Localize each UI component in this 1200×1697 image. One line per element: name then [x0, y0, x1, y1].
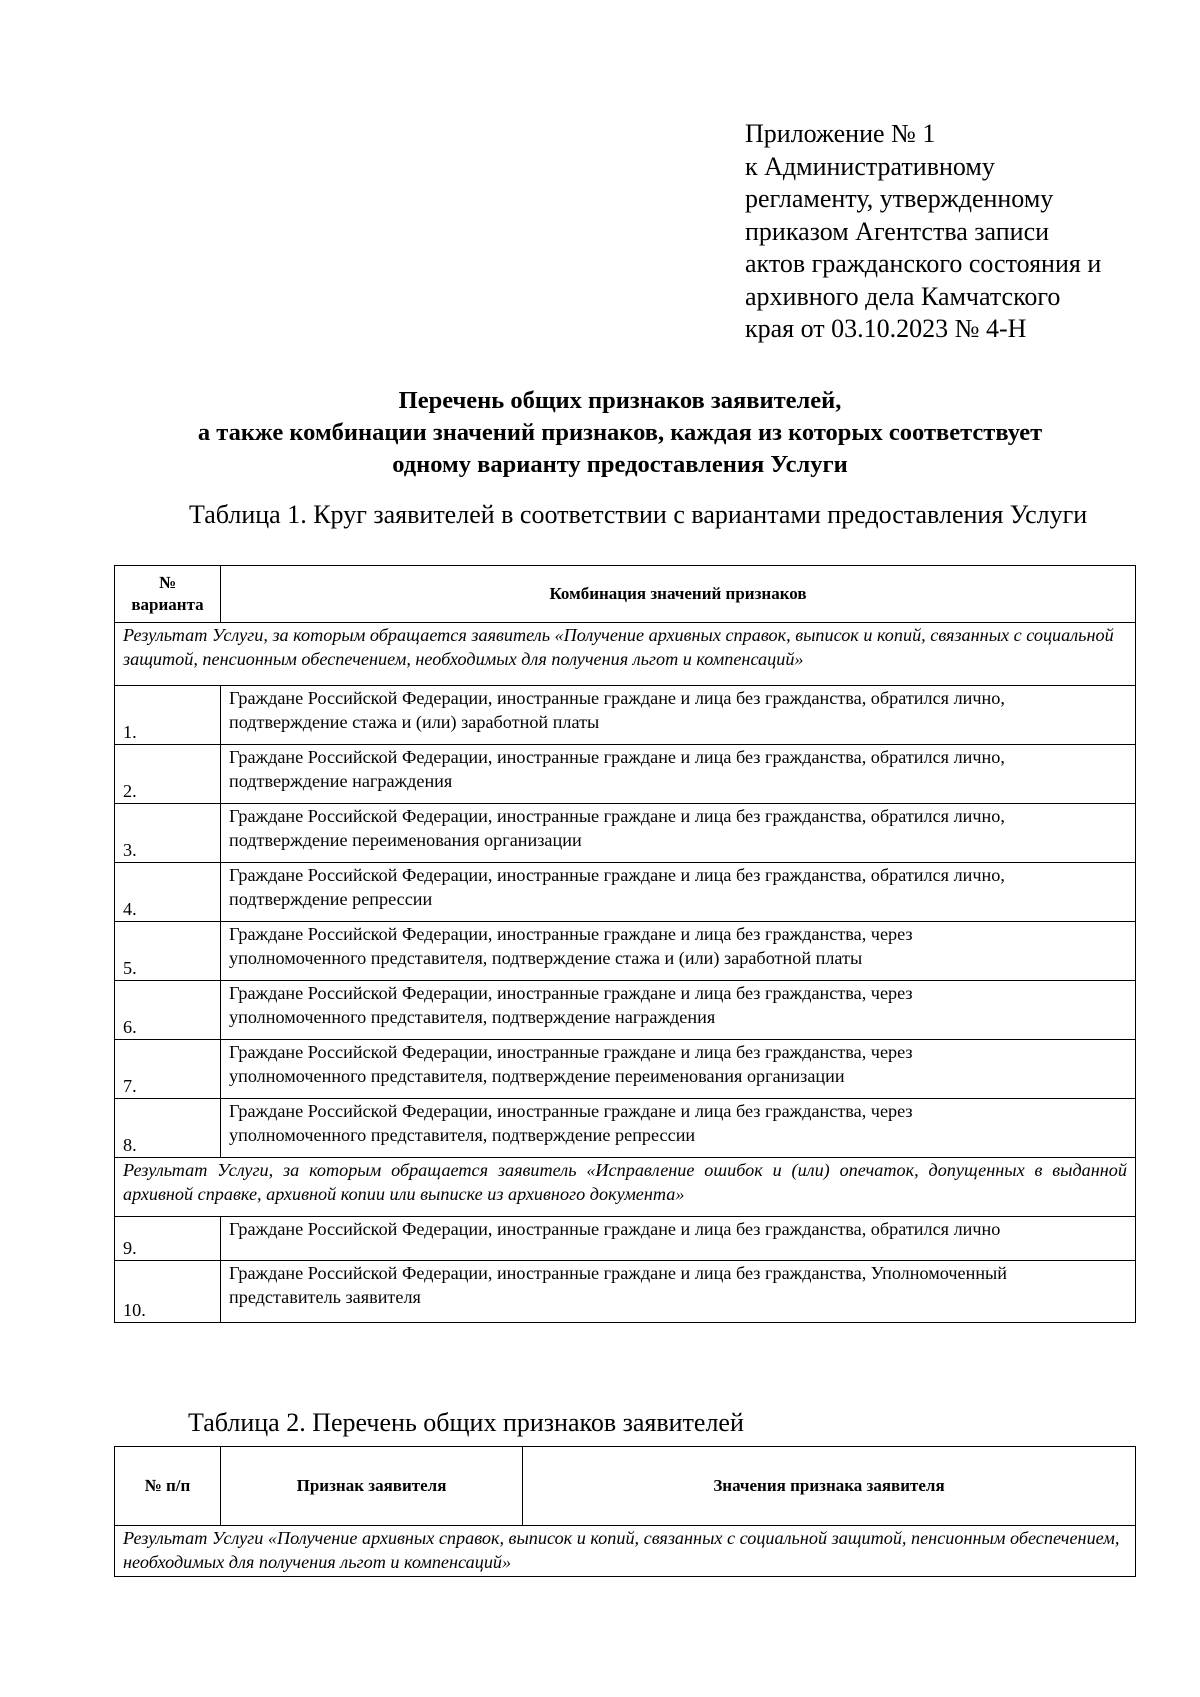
variant-number: 9. [115, 1217, 221, 1261]
annex-block [745, 118, 1101, 346]
description-line: Граждане Российской Федерации, иностранные граждане и лица без гражданства, через [229, 924, 913, 944]
description-line: уполномоченного представителя, подтверждение награждения [229, 1007, 716, 1027]
table2-caption: Таблица 2. Перечень общих признаков заявителей [188, 1408, 744, 1437]
table-row [115, 686, 1136, 745]
annex-line: регламенту, утвержденному [745, 184, 1054, 213]
group-row [115, 623, 1136, 686]
table-header-row [115, 566, 1136, 623]
table-row [115, 981, 1136, 1040]
annex-line: Приложение № 1 [745, 119, 936, 148]
table-row [115, 1040, 1136, 1099]
variant-number: 6. [115, 981, 221, 1040]
description-line: уполномоченного представителя, подтверждение переименования организации [229, 1066, 845, 1086]
title-line: а также комбинации значений признаков, каждая из которых соответствует [197, 419, 1043, 446]
description-line: Граждане Российской Федерации, иностранные граждане и лица без гражданства, через [229, 983, 913, 1003]
annex-line: приказом Агентства записи [745, 216, 1050, 246]
description-line: Граждане Российской Федерации, иностранные граждане и лица без гражданства, через [229, 1101, 913, 1121]
table-row [115, 863, 1136, 922]
header-text: варианта [131, 595, 204, 614]
variant-number: 7. [115, 1040, 221, 1099]
variant-description [221, 804, 1136, 863]
description-line: Граждане Российской Федерации, иностранные граждане и лица без гражданства, Уполномоченный [229, 1263, 1008, 1283]
description-line: подтверждение награждения [229, 771, 453, 791]
variant-number: 4. [115, 863, 221, 922]
variant-description [221, 1040, 1136, 1099]
applicant-attributes-table [114, 1446, 1136, 1577]
variant-number: 5. [115, 922, 221, 981]
variant-number: 8. [115, 1099, 221, 1158]
document-title [100, 385, 1140, 481]
description-line: представитель заявителя [229, 1287, 421, 1307]
table-row [115, 804, 1136, 863]
table1-caption: Таблица 1. Круг заявителей в соответствии с вариантами предоставления Услуги [189, 500, 1088, 529]
description-line: Граждане Российской Федерации, иностранные граждане и лица без гражданства, обратился лично, [229, 688, 1005, 708]
variant-description [221, 745, 1136, 804]
variant-number: 1. [115, 686, 221, 745]
description-line: подтверждение переименования организации [229, 830, 582, 850]
variant-description [221, 981, 1136, 1040]
group-row [115, 1158, 1136, 1217]
annex-line: края от 03.10.2023 № 4-Н [745, 314, 1027, 343]
table-row [115, 922, 1136, 981]
variant-number: 2. [115, 745, 221, 804]
group-result-2: Результат Услуги, за которым обращается заявитель «Исправление ошибок и (или) опечаток, допущенных в выданной архивной справке, архивной копии или выписке из архивного документа» [115, 1158, 1136, 1217]
description-line: Граждане Российской Федерации, иностранные граждане и лица без гражданства, обратился лично, [229, 865, 1005, 885]
description-line: уполномоченного представителя, подтверждение репрессии [229, 1125, 696, 1145]
description-line: подтверждение стажа и (или) заработной платы [229, 712, 600, 732]
variant-number: 3. [115, 804, 221, 863]
variant-description [221, 863, 1136, 922]
header-combination: Комбинация значений признаков [221, 566, 1136, 623]
description-line: Граждане Российской Федерации, иностранные граждане и лица без гражданства, обратился лично, [229, 806, 1005, 826]
group-result-1: Результат Услуги «Получение архивных справок, выписок и копий, связанных с социальной защитой, пенсионным обеспечением, необходимых для получения льгот и компенсаций» [115, 1526, 1136, 1577]
title-line: Перечень общих признаков заявителей, [398, 387, 842, 414]
header-variant-number [115, 566, 221, 623]
annex-line: актов гражданского состояния и [745, 249, 1102, 278]
table-header-row [115, 1447, 1136, 1526]
group-row [115, 1526, 1136, 1577]
table-row [115, 1217, 1136, 1261]
header-attribute: Признак заявителя [221, 1447, 523, 1526]
annex-line: архивного дела Камчатского [745, 281, 1061, 311]
variant-description [221, 922, 1136, 981]
table-row [115, 1099, 1136, 1158]
annex-line: к Административному [745, 151, 995, 181]
description-line: Граждане Российской Федерации, иностранные граждане и лица без гражданства, обратился лично [229, 1219, 1001, 1239]
variant-description [221, 1217, 1136, 1261]
variant-description [221, 686, 1136, 745]
description-line: уполномоченного представителя, подтверждение стажа и (или) заработной платы [229, 948, 863, 968]
description-line: Граждане Российской Федерации, иностранные граждане и лица без гражданства, обратился лично, [229, 747, 1005, 767]
table-row [115, 1261, 1136, 1323]
title-line: одному варианту предоставления Услуги [392, 451, 848, 478]
header-text: № [158, 573, 177, 592]
variant-number: 10. [115, 1261, 221, 1323]
description-line: подтверждение репрессии [229, 889, 433, 909]
table-row [115, 745, 1136, 804]
variant-description [221, 1099, 1136, 1158]
applicants-variants-table [114, 565, 1136, 1323]
description-line: Граждане Российской Федерации, иностранные граждане и лица без гражданства, через [229, 1042, 913, 1062]
group-result-1: Результат Услуги, за которым обращается заявитель «Получение архивных справок, выписок и копий, связанных с социальной защитой, пенсионным обеспечением, необходимых для получения льгот и компенсаций» [115, 623, 1136, 686]
variant-description [221, 1261, 1136, 1323]
header-attribute-values: Значения признака заявителя [523, 1447, 1136, 1526]
header-row-number: № п/п [115, 1447, 221, 1526]
